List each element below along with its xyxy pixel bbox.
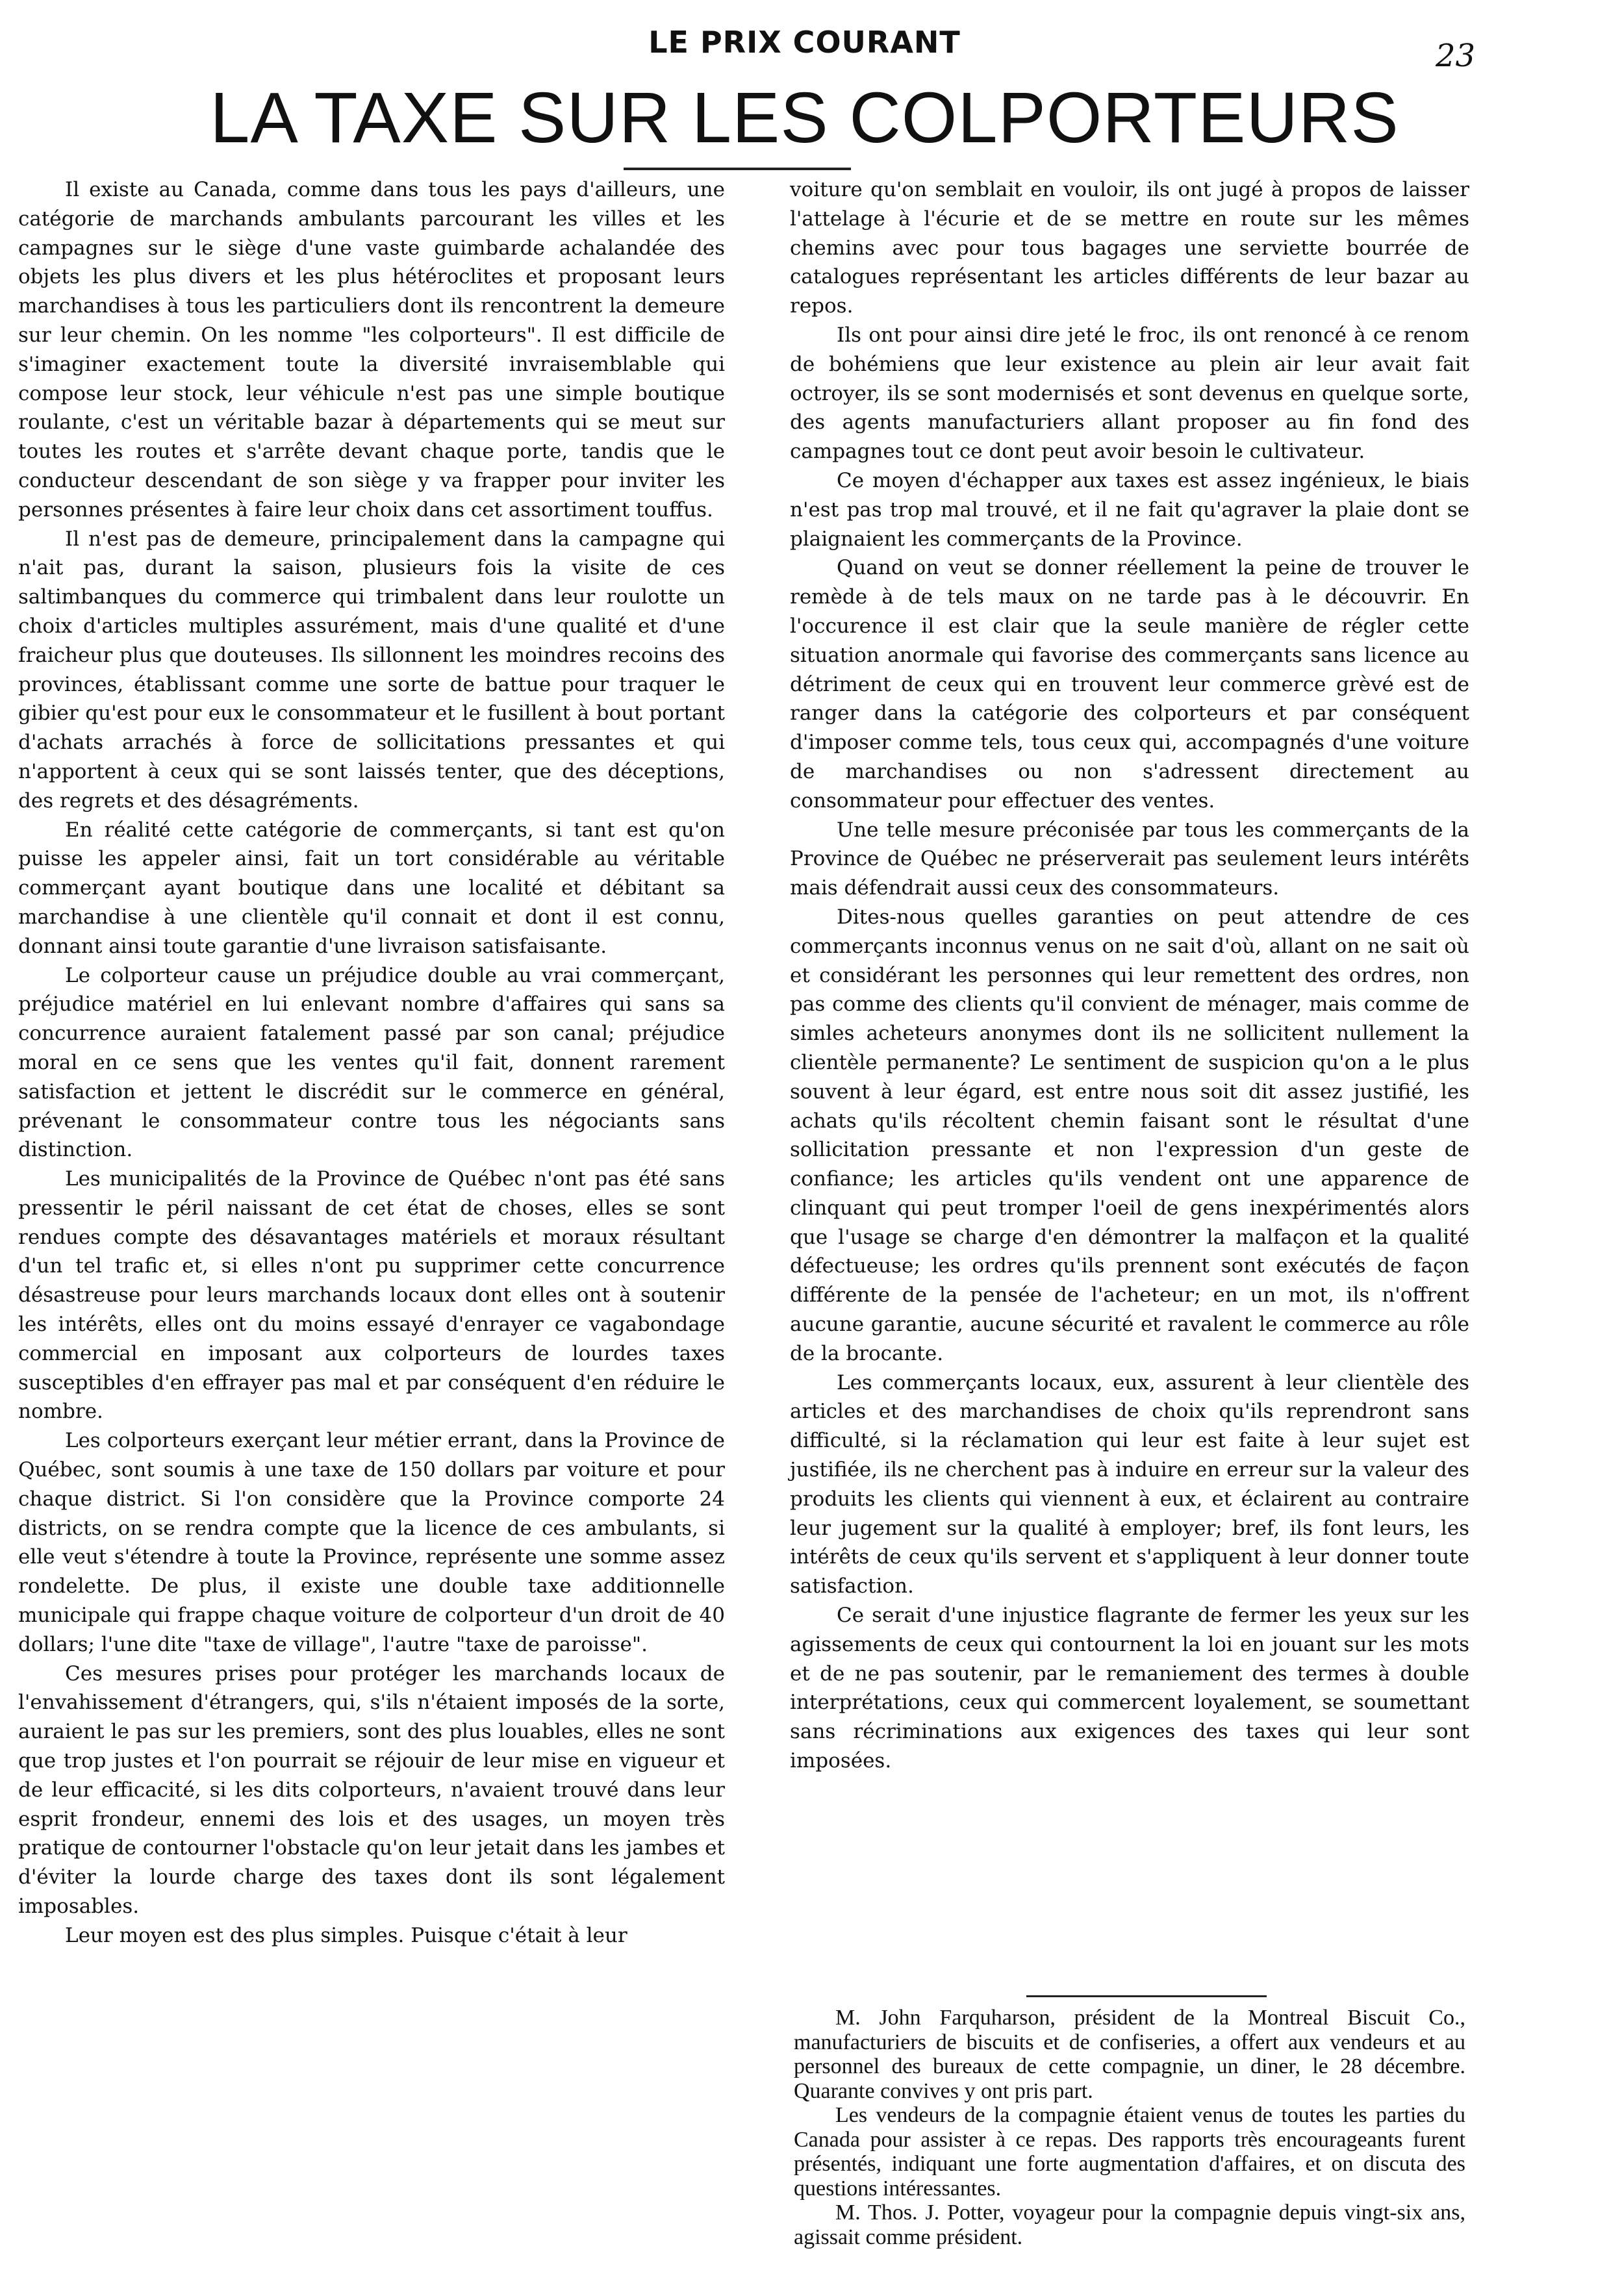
article-right-column: [790, 175, 1469, 1776]
article-paragraph: Il existe au Canada, comme dans tous les pays d'ailleurs, une catégorie de marchands ambulants parcourant les villes et les campagnes sur le siège d'une vaste guimbarde achalandée des objets les plus divers et les plus hétéroclites et proposant leurs marchandises à tous les particuliers dont ils rencontrent la demeure sur leur chemin. On les nomme "les colporteurs". Il est difficile de s'imaginer exactement toute la diversité invraisemblable qui compose leur stock, leur véhicule n'est pas une simple boutique roulante, c'est un véritable bazar à départements qui se meut sur toutes les routes et s'arrête devant chaque porte, tandis que le conducteur descendant de son siège y va frapper pour inviter les personnes présentes à faire leur choix dans cet assortiment touffus.: [18, 178, 725, 522]
page-number: 23: [1436, 38, 1476, 74]
notice-paragraph: Les vendeurs de la compagnie étaient venus de toutes les parties du Canada pour assister à ce repas. Des rapports très encourageants furent présentés, indiquant une forte augmentation d'affaires, et on discuta des questions intéressantes.: [794, 2103, 1465, 2201]
article-paragraph: Ce serait d'une injustice flagrante de fermer les yeux sur les agissements de ceux qui contournent la loi en jouant sur les mots et de ne pas soutenir, par le remaniement des termes à double interprétations, ceux qui commercent loyalement, se soumettant sans récriminations aux exigences des taxes qui leur sont imposées.: [790, 1604, 1469, 1773]
article-paragraph: Il n'est pas de demeure, principalement dans la campagne qui n'ait pas, durant la saison, plusieurs fois la visite de ces saltimbanques du commerce qui trimbalent dans leur roulotte un choix d'articles multiples assurément, mais d'une qualité et d'une fraicheur plus que douteuses. Ils sillonnent les moindres recoins des provinces, établissant comme une sorte de battue pour traquer le gibier qu'est pour eux le consommateur et le fusillent à bout portant d'achats arrachés à force de sollicitations pressantes et qui n'apportent à ceux qui se sont laissés tenter, que des déceptions, des regrets et des désagréments.: [18, 527, 725, 813]
section-divider: [1026, 1995, 1267, 1997]
notice-paragraph: M. John Farquharson, président de la Montreal Biscuit Co., manufacturiers de biscuits et de confiseries, a offert aux vendeurs et au personnel des bureaux de cette compagnie, un diner, le 28 décembre. Quarante convives y ont pris part.: [794, 2006, 1465, 2103]
article-paragraph: Une telle mesure préconisée par tous les commerçants de la Province de Québec ne préserverait pas seulement leurs intérêts mais défendrait aussi ceux des consommateurs.: [790, 818, 1469, 900]
article-paragraph-continuation: voiture qu'on semblait en vouloir, ils ont jugé à propos de laisser l'attelage à l'écurie et de se mettre en route sur les mêmes chemins avec pour tous bagages une serviette bourrée de catalogues représentant les articles différents de leur bazar au repos.: [790, 178, 1469, 318]
article-paragraph: Quand on veut se donner réellement la peine de trouver le remède à de tels maux on ne tarde pas à le découvrir. En l'occurence il est clair que la seule manière de régler cette situation anormale qui favorise des commerçants sans licence au détriment de ceux qui en trouvent leur commerce grèvé est de ranger dans la catégorie des colporteurs et par conséquent d'imposer comme tels, tous ceux qui, accompagnés d'une voiture de marchandises ou non s'adressent directement au consommateur pour effectuer des ventes.: [790, 556, 1469, 813]
article-title: LA TAXE SUR LES COLPORTEURS: [210, 78, 1399, 158]
notice-paragraph: M. Thos. J. Potter, voyageur pour la compagnie depuis vingt-six ans, agissait comme président.: [794, 2201, 1465, 2249]
biscuit-company-notice: [794, 2006, 1465, 2249]
article-paragraph: Ces mesures prises pour protéger les marchands locaux de l'envahissement d'étrangers, qui, s'ils n'étaient imposés de la sorte, auraient le pas sur les premiers, sont des plus louables, elles ne sont que trop justes et l'on pourrait se réjouir de leur mise en vigueur et de leur efficacité, si les dits colporteurs, n'avaient trouvé dans leur esprit frondeur, ennemi des lois et des usages, un moyen très pratique de contourner l'obstacle qu'on leur jetait dans les jambes et d'éviter la lourde charge des taxes dont ils sont légalement imposables.: [18, 1661, 725, 1919]
article-paragraph: En réalité cette catégorie de commerçants, si tant est qu'on puisse les appeler ainsi, fait un tort considérable au véritable commerçant ayant boutique dans une localité et débitant sa marchandise à une clientèle qu'il connait et dont il est connu, donnant ainsi toute garantie d'une livraison satisfaisante.: [18, 818, 725, 958]
article-paragraph: Dites-nous quelles garanties on peut attendre de ces commerçants inconnus venus on ne sait d'où, allant on ne sait où et considérant les personnes qui leur remettent des ordres, non pas comme des clients qu'il convient de ménager, mais comme de simles acheteurs anonymes dont ils ne sollicitent nullement la clientèle permanente? Le sentiment de suspicion qu'on a le plus souvent à leur égard, est entre nous soit dit assez justifié, les achats qu'ils récoltent chemin faisant sont le résultat d'une sollicitation pressante et non l'expression d'un geste de confiance; les articles qu'ils vendent ont une apparence de clinquant qui peut tromper l'oeil de gens inexpérimentés alors que l'usage se charge d'en démontrer la malfaçon et la qualité défectueuse; les ordres qu'ils prennent sont exécutés de façon différente de la pensée de l'acheteur; en un mot, ils n'offrent aucune garantie, aucune sécurité et ravalent le commerce au rôle de la brocante.: [790, 905, 1469, 1365]
article-paragraph: Ce moyen d'échapper aux taxes est assez ingénieux, le biais n'est pas trop mal trouvé, et il ne fait qu'agraver la plaie dont se plaignaient les commerçants de la Province.: [790, 468, 1469, 551]
article-paragraph: Les colporteurs exerçant leur métier errant, dans la Province de Québec, sont soumis à une taxe de 150 dollars par voiture et pour chaque district. Si l'on considère que la Province comporte 24 districts, on se rendra compte que la licence de ces ambulants, si elle veut s'étendre à toute la Province, représente une somme assez rondelette. De plus, il existe une double taxe additionnelle municipale qui frappe chaque voiture de colporteur d'un droit de 40 dollars; l'une dite "taxe de village", l'autre "taxe de paroisse".: [18, 1429, 725, 1656]
article-left-column: [18, 175, 725, 1950]
journal-title: LE PRIX COURANT: [648, 25, 961, 60]
article-paragraph: Leur moyen est des plus simples. Puisque c'était à leur: [65, 1923, 627, 1947]
article-paragraph: Les municipalités de la Province de Québec n'ont pas été sans pressentir le péril naissant de cet état de choses, elles se sont rendues compte des désavantages matériels et moraux résultant d'un tel trafic et, si elles n'ont pu supprimer cette concurrence désastreuse pour leurs marchands locaux dont elles ont à soutenir les intérêts, elles ont du moins essayé d'enrayer ce vagabondage commercial en imposant aux colporteurs de lourdes taxes susceptibles d'en effrayer pas mal et par conséquent d'en réduire le nombre.: [18, 1167, 725, 1424]
article-paragraph: Le colporteur cause un préjudice double au vrai commerçant, préjudice matériel en lui enlevant nombre d'affaires qui sans sa concurrence auraient fatalement passé par son canal; préjudice moral en ce sens que les ventes qu'il fait, donnent rarement satisfaction et jettent le discrédit sur le commerce en général, prévenant le consommateur contre tous les négociants sans distinction.: [18, 963, 725, 1162]
article-paragraph: Les commerçants locaux, eux, assurent à leur clientèle des articles et des marchandises de choix qu'ils reprendront sans difficulté, si la réclamation qui leur est faite à leur sujet est justifiée, ils ne cherchent pas à induire en erreur sur la valeur des produits les clients qui viennent à eux, et éclairent au contraire leur jugement sur la qualité à employer; bref, ils font leurs, les intérêts de ceux qu'ils servent et s'appliquent à leur donner toute satisfaction.: [790, 1370, 1469, 1598]
title-rule: [624, 168, 851, 170]
article-paragraph: Ils ont pour ainsi dire jeté le froc, ils ont renoncé à ce renom de bohémiens que leur existence au plein air leur avait fait octroyer, ils se sont modernisés et sont devenus en quelque sorte, des agents manufacturiers allant proposer au fin fond des campagnes tout ce dont peut avoir besoin le cultivateur.: [790, 323, 1469, 464]
